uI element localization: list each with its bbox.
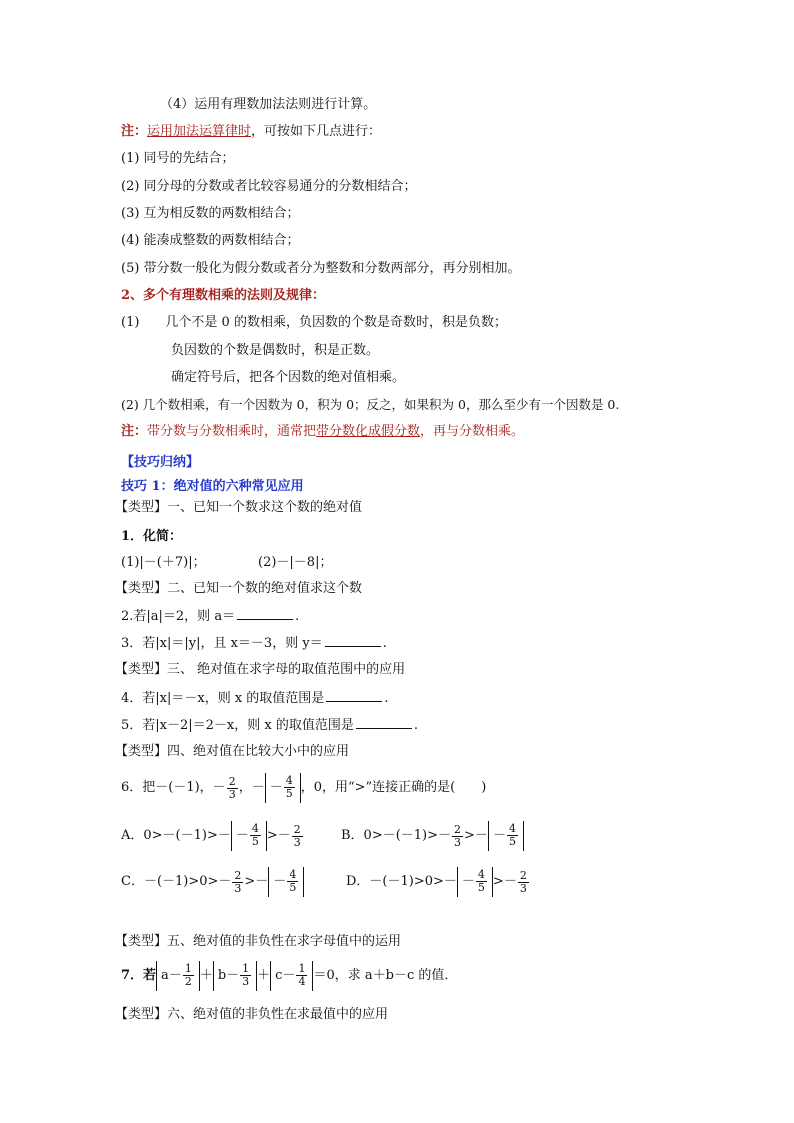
rule-item-1: (1) 同号的先结合；	[121, 151, 235, 166]
question-5	[121, 716, 418, 735]
type-3-heading: 【类型】三、 绝对值在求字母的取值范围中的应用	[115, 662, 406, 677]
mult-rule-1a: (1) 几个不是 0 的数相乘，负因数的个数是奇数时，积是负数；	[121, 315, 507, 330]
question-4-end: .	[384, 691, 389, 706]
question-1a: (1)|－(＋7)|；	[121, 555, 206, 570]
option-a-text: A．0>－(－1)>－	[121, 828, 231, 843]
note-underlined: 运用加法运算律时	[147, 124, 252, 139]
mult-rule-2: (2) 几个数相乘，有一个因数为 0，积为 0；反之，如果积为 0，那么至少有一个因数是 0.	[121, 397, 620, 412]
question-3	[121, 634, 387, 653]
answer-blank[interactable]	[325, 634, 381, 647]
absolute-value: c－ $\frac{1}{4}$	[270, 961, 313, 991]
intro-item-4: （4）运用有理数加法法则进行计算。	[160, 97, 377, 112]
fraction: $\frac{4}{5}$	[251, 822, 259, 848]
question-6-text-c: ，0，用“>”连接正确的是( )	[300, 780, 487, 795]
absolute-value: － $\frac{4}{5}$	[488, 821, 524, 851]
absolute-value: a－ $\frac{1}{2}$	[156, 961, 200, 991]
rule-item-3: (3) 互为相反数的两数相结合；	[121, 206, 300, 221]
question-1b: (2)－|－8|；	[258, 555, 333, 570]
question-5-text: 5．若|x－2|＝2－x，则 x 的取值范围是	[121, 718, 354, 733]
option-b[interactable]	[341, 818, 524, 854]
fraction: $\frac{2}{3}$	[519, 868, 527, 895]
question-7-text-a: 7．若	[121, 968, 157, 983]
absolute-value: b－ $\frac{1}{3}$	[213, 961, 257, 991]
question-3-end: .	[382, 636, 387, 651]
mult-rule-1c: 确定符号后，把各个因数的绝对值相乘。	[171, 370, 406, 385]
type-5-heading: 【类型】五、绝对值的非负性在求字母值中的运用	[115, 934, 402, 949]
question-5-end: .	[413, 718, 418, 733]
greater-than: >－	[266, 828, 291, 843]
question-2-text: 2.若|a|＝2，则 a＝	[121, 609, 236, 624]
answer-blank[interactable]	[237, 607, 293, 620]
fraction: $\frac{4}{5}$	[508, 822, 516, 848]
fraction: $\frac{4}{5}$	[285, 774, 293, 800]
note-2-b: ，再与分数相乘。	[420, 424, 525, 439]
type-2-heading: 【类型】二、已知一个数的绝对值求这个数	[115, 581, 363, 596]
rule-item-5: (5) 带分数一般化为假分数或者分为整数和分数两部分，再分别相加。	[121, 261, 521, 276]
answer-blank[interactable]	[356, 716, 412, 729]
plus: ＋	[257, 968, 271, 983]
fraction: $\frac{4}{5}$	[289, 868, 297, 894]
option-d-text: D．－(－1)>0>－	[346, 874, 457, 889]
fraction: $\frac{1}{3}$	[242, 962, 250, 988]
note-2-a: 带分数与分数相乘时，通常把	[147, 424, 317, 439]
absolute-value: － $\frac{4}{5}$	[457, 867, 493, 897]
fraction: $\frac{2}{3}$	[293, 822, 301, 849]
greater-than: >－	[464, 828, 488, 843]
option-c-text: C．－(－1)>0>－	[121, 874, 232, 889]
question-2-end: .	[295, 609, 300, 624]
question-7-text-b: ，求 a＋b－c 的值．	[334, 968, 458, 983]
note-2-underlined: 带分数化成假分数	[316, 424, 421, 439]
plus: ＋	[199, 968, 213, 983]
skills-heading: 【技巧归纳】	[121, 455, 200, 470]
note-line-2	[121, 423, 524, 441]
fraction: $\frac{4}{5}$	[477, 868, 485, 894]
fraction: $\frac{1}{4}$	[298, 962, 306, 988]
note-label-2: 注：	[121, 424, 148, 439]
note-line-1	[121, 123, 381, 141]
greater-than: >－	[492, 874, 517, 889]
absolute-value: － $\frac{4}{5}$	[265, 773, 301, 803]
equals-zero: ＝0	[313, 968, 335, 983]
question-7	[121, 958, 457, 994]
rule-item-2: (2) 同分母的分数或者比较容易通分的分数相结合；	[121, 179, 417, 194]
option-d[interactable]	[346, 864, 530, 900]
type-4-heading: 【类型】四、绝对值在比较大小中的应用	[115, 744, 350, 759]
question-6	[121, 770, 486, 806]
rule-item-4: (4) 能凑成整数的两数相结合；	[121, 233, 300, 248]
absolute-value: － $\frac{4}{5}$	[268, 867, 304, 897]
question-1: 1．化简：	[121, 529, 183, 544]
question-6-text-b: ，－	[238, 780, 265, 795]
skill-1-title: 技巧 1：绝对值的六种常见应用	[121, 479, 304, 494]
fraction: $\frac{2}{3}$	[234, 868, 242, 895]
type-1-heading: 【类型】一、已知一个数求这个数的绝对值	[115, 500, 363, 515]
fraction: $\frac{1}{2}$	[184, 962, 192, 988]
fraction: $\frac{2}{3}$	[454, 822, 462, 849]
question-2	[121, 607, 299, 626]
section-2-title: 2、多个有理数相乘的法则及规律：	[121, 288, 326, 303]
option-c[interactable]	[121, 864, 304, 900]
question-4-text: 4．若|x|＝－x，则 x 的取值范围是	[121, 691, 325, 706]
fraction: $\frac{2}{3}$	[228, 774, 236, 801]
question-3-text: 3．若|x|＝|y|，且 x＝－3，则 y＝	[121, 636, 323, 651]
type-6-heading: 【类型】六、绝对值的非负性在求最值中的应用	[115, 1007, 389, 1022]
question-4	[121, 689, 388, 708]
answer-blank[interactable]	[326, 689, 382, 702]
note-rest: ，可按如下几点进行：	[251, 124, 382, 139]
option-a[interactable]	[121, 818, 304, 854]
mult-rule-1b: 负因数的个数是偶数时，积是正数。	[171, 343, 380, 358]
option-b-text: B．0>－(－1)>－	[341, 828, 452, 843]
greater-than: >－	[244, 874, 269, 889]
question-6-text-a: 6．把－(－1)，－	[121, 780, 226, 795]
note-label: 注：	[121, 124, 148, 139]
absolute-value: － $\frac{4}{5}$	[231, 821, 267, 851]
